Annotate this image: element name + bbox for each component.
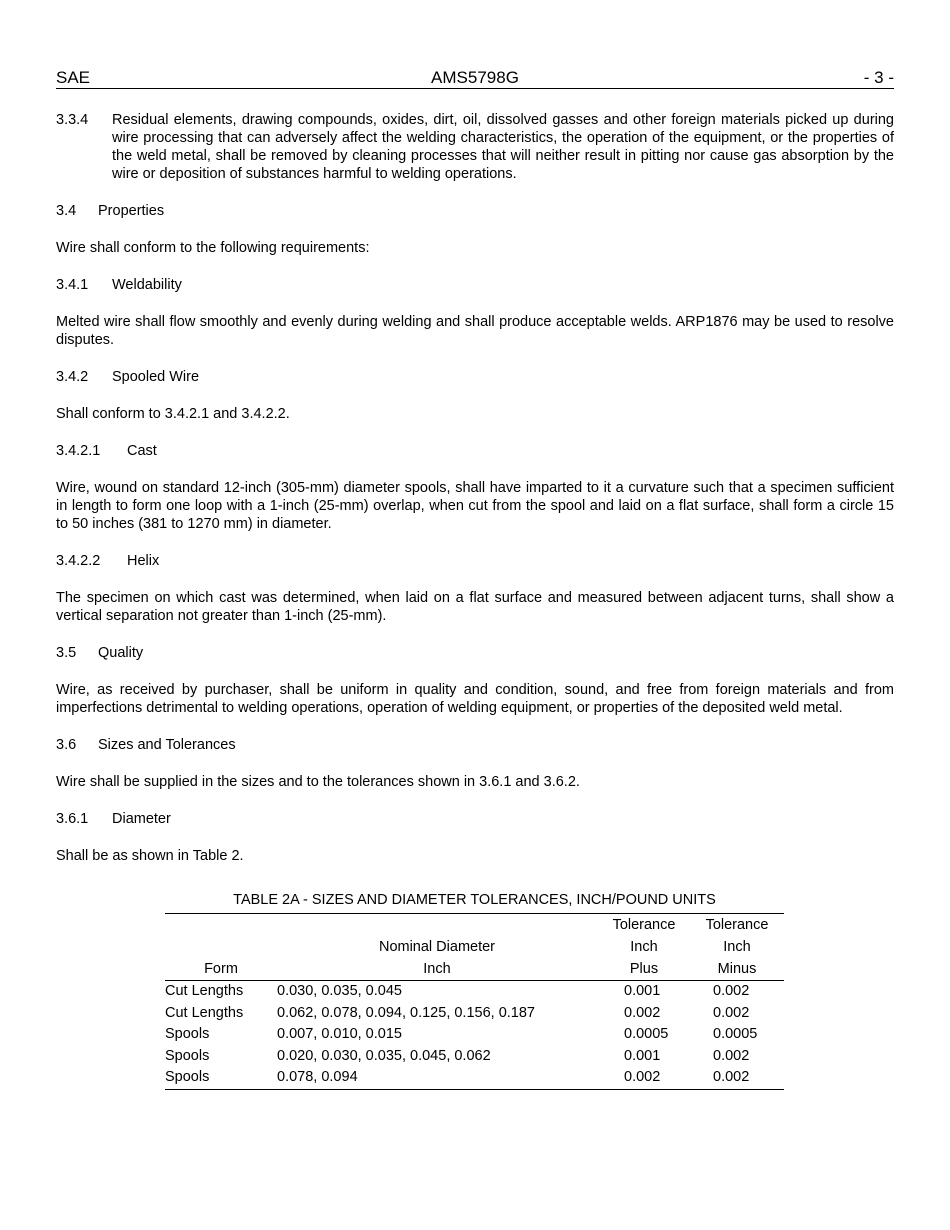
column-header-nominal-2: Inch (423, 961, 451, 977)
document-body (56, 111, 894, 865)
paragraph: Shall be as shown in Table 2. (56, 848, 244, 864)
table-cell-nominal: 0.007, 0.010, 0.015 (277, 1026, 402, 1042)
table-row (165, 981, 784, 1003)
paragraph: Shall conform to 3.4.2.1 and 3.4.2.2. (56, 406, 290, 422)
section-heading-3-4-2-2 (56, 552, 894, 570)
section-3-3-4 (56, 111, 894, 183)
column-header-minus-3: Minus (717, 961, 757, 977)
tolerance-table (165, 891, 784, 1090)
column-header-nominal-1: Nominal Diameter (378, 939, 496, 955)
paragraph: Melted wire shall flow smoothly and evenly during welding and shall produce acceptable welds. ARP1876 may be used to resolve disputes. (56, 314, 894, 348)
section-number: 3.6.1 (56, 811, 89, 827)
page-header (56, 68, 894, 89)
section-number: 3.6 (56, 737, 77, 753)
table-cell-plus: 0.002 (624, 1004, 661, 1021)
section-heading-3-4-2 (56, 368, 894, 386)
table-caption: TABLE 2A - SIZES AND DIAMETER TOLERANCES, INCH/POUND UNITS (233, 892, 716, 908)
section-heading-3-4-1 (56, 276, 894, 294)
table-cell-minus: 0.002 (713, 1069, 750, 1085)
section-title: Spooled Wire (112, 369, 200, 385)
table-cell-form: Spools (165, 1026, 210, 1042)
table-cell-form: Spools (165, 1047, 210, 1064)
table-row (165, 1024, 784, 1046)
paragraph: Wire shall be supplied in the sizes and to the tolerances shown in 3.6.1 and 3.6.2. (56, 774, 580, 790)
section-heading-3-5 (56, 644, 894, 662)
section-title: Cast (127, 443, 157, 459)
section-number: 3.4.2.1 (56, 443, 101, 459)
section-heading-3-4 (56, 202, 894, 220)
column-header-plus-1: Tolerance (612, 917, 676, 933)
table-cell-plus: 0.002 (624, 1069, 661, 1085)
section-title: Sizes and Tolerances (98, 737, 236, 753)
section-number: 3.5 (56, 645, 77, 661)
section-title: Quality (98, 645, 144, 661)
table-cell-minus: 0.002 (713, 1047, 750, 1064)
table-row (165, 1003, 784, 1025)
table-body (165, 913, 784, 1090)
paragraph: Wire, wound on standard 12-inch (305-mm) diameter spools, shall have imparted to it a curvature such that a specimen sufficient in length to form one loop with a 1-inch (25-mm) overlap, when cut from the spool and laid on a flat surface, shall form a circle 15 to 50 inches (381 to 1270 mm) in diameter. (56, 480, 894, 532)
table-cell-plus: 0.001 (624, 983, 661, 999)
section-text: Residual elements, drawing compounds, oxides, dirt, oil, dissolved gasses and other foreign materials picked up during wire processing that can adversely affect the welding characteristics, the operation of the equipment, or the properties of the weld metal, shall be removed by cleaning processes that will neither result in pitting nor cause gas absorption by the wire or deposition of substances harmful to welding operations. (112, 112, 894, 182)
table-row (165, 1046, 784, 1068)
section-title: Helix (127, 553, 160, 569)
column-header-plus-3: Plus (629, 961, 659, 977)
table-cell-minus: 0.002 (713, 1004, 750, 1021)
table-cell-minus: 0.002 (713, 983, 750, 999)
section-title: Diameter (112, 811, 171, 827)
table-cell-form: Cut Lengths (165, 1004, 244, 1021)
column-header-form: Form (204, 961, 238, 977)
table-cell-form: Spools (165, 1069, 210, 1085)
paragraph: Wire shall conform to the following requirements: (56, 240, 370, 256)
header-page-number: - 3 - (863, 68, 894, 87)
section-number: 3.4 (56, 203, 77, 219)
section-title: Weldability (112, 277, 182, 293)
table-cell-nominal: 0.062, 0.078, 0.094, 0.125, 0.156, 0.187 (277, 1004, 535, 1021)
column-header-plus-2: Inch (630, 939, 658, 955)
table-cell-nominal: 0.020, 0.030, 0.035, 0.045, 0.062 (277, 1047, 491, 1064)
table-row (165, 1067, 784, 1089)
header-doc-number: AMS5798G (431, 68, 519, 87)
table-cell-nominal: 0.030, 0.035, 0.045 (277, 983, 402, 999)
paragraph: Wire, as received by purchaser, shall be uniform in quality and condition, sound, and free from foreign materials and from imperfections detrimental to welding operations, operation of welding equipment, or properties of the deposited weld metal. (56, 682, 894, 716)
header-org: SAE (56, 68, 91, 87)
section-title: Properties (98, 203, 165, 219)
section-number: 3.4.2 (56, 369, 89, 385)
table-cell-nominal: 0.078, 0.094 (277, 1069, 358, 1085)
section-heading-3-6 (56, 736, 894, 754)
table-cell-plus: 0.0005 (624, 1026, 669, 1042)
section-number: 3.4.2.2 (56, 553, 101, 569)
paragraph: The specimen on which cast was determined, when laid on a flat surface and measured between adjacent turns, shall show a vertical separation not greater than 1-inch (25-mm). (56, 590, 894, 624)
section-number: 3.4.1 (56, 277, 89, 293)
section-number: 3.3.4 (56, 112, 89, 128)
table-cell-plus: 0.001 (624, 1047, 661, 1064)
table-header (165, 914, 784, 981)
table-cell-form: Cut Lengths (165, 983, 244, 999)
column-header-minus-1: Tolerance (705, 917, 769, 933)
section-heading-3-4-2-1 (56, 442, 894, 460)
column-header-minus-2: Inch (723, 939, 751, 955)
table-cell-minus: 0.0005 (713, 1026, 758, 1042)
table-rows (165, 981, 784, 1089)
section-heading-3-6-1 (56, 810, 894, 828)
